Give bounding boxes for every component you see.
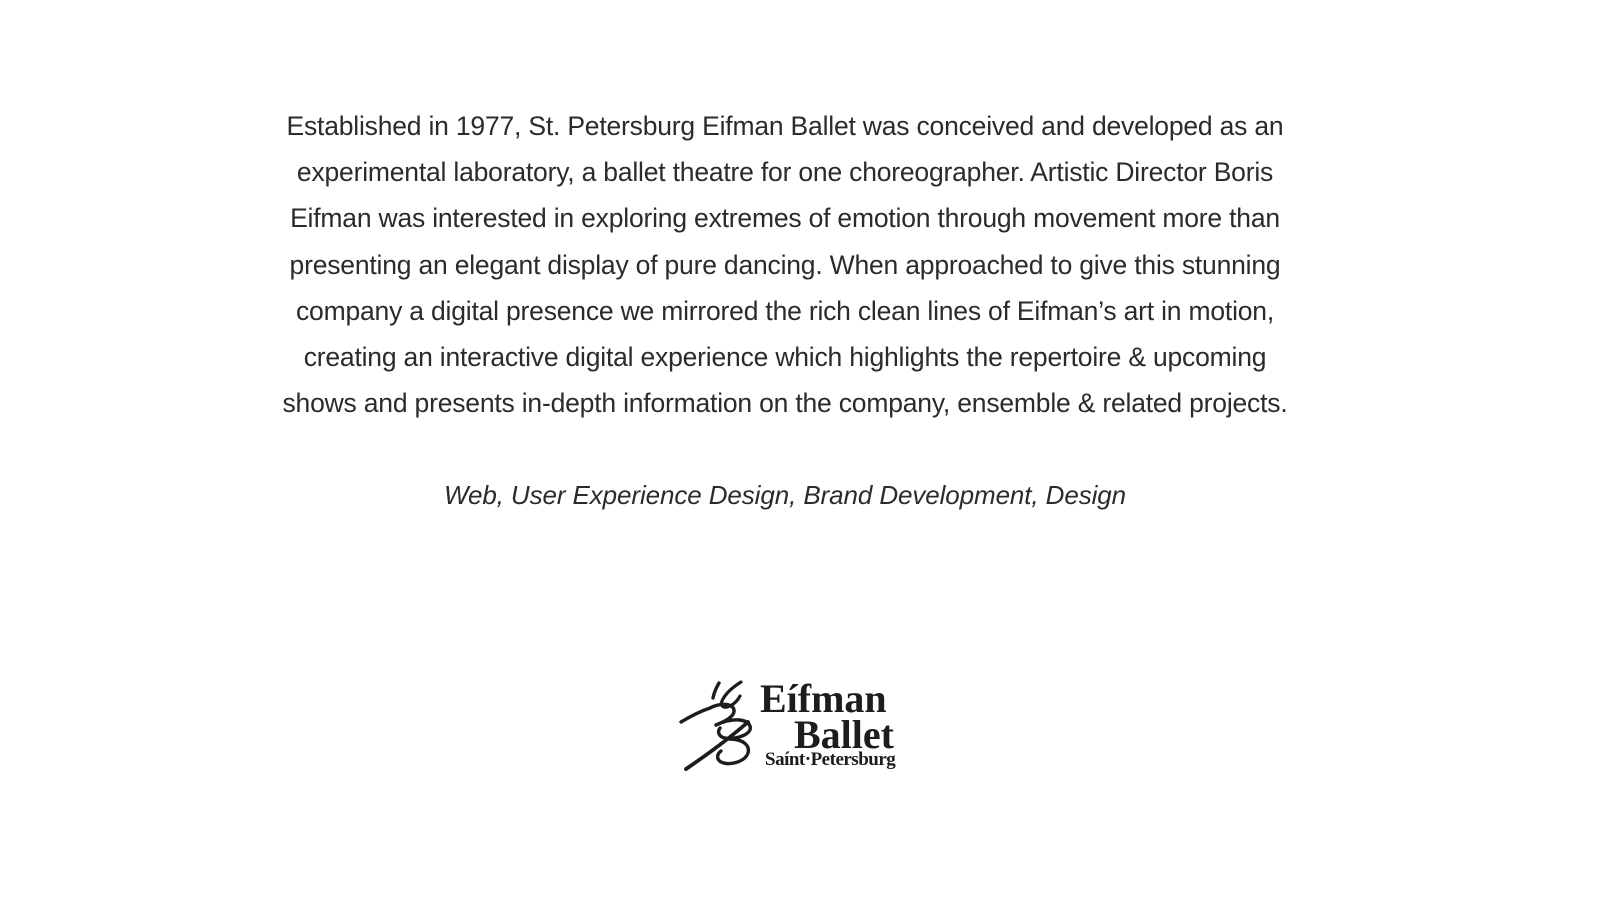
description-line: company a digital presence we mirrored the rich clean lines of Eifman’s art in motion, [296,295,1274,326]
logo-wordmark-city: Saínt·Petersburg [765,749,896,770]
logo-wordmark-ballet: Ballet [794,712,894,757]
eifman-ballet-logo [676,676,906,775]
description-line: experimental laboratory, a ballet theatre for one choreographer. Artistic Director Boris [296,157,1274,188]
description-line: shows and presents in-depth information on the company, ensemble & related projects. [282,388,1288,419]
logo-wordmark-eifman: Eífman [760,676,887,721]
services-line: Web, User Experience Design, Brand Development, Design [443,480,1126,510]
description-line: creating an interactive digital experience which highlights the repertoire & upcoming [303,342,1267,373]
description-line: Established in 1977, St. Petersburg Eifman Ballet was conceived and developed as an [286,111,1284,141]
logo-wordmark [760,676,896,770]
project-description [250,103,1320,426]
description-line: Eifman was interested in exploring extremes of emotion through movement more than [290,203,1280,234]
description-line: presenting an elegant display of pure dancing. When approached to give this stunning [289,249,1281,280]
dancer-calligraphy-icon [676,680,758,772]
